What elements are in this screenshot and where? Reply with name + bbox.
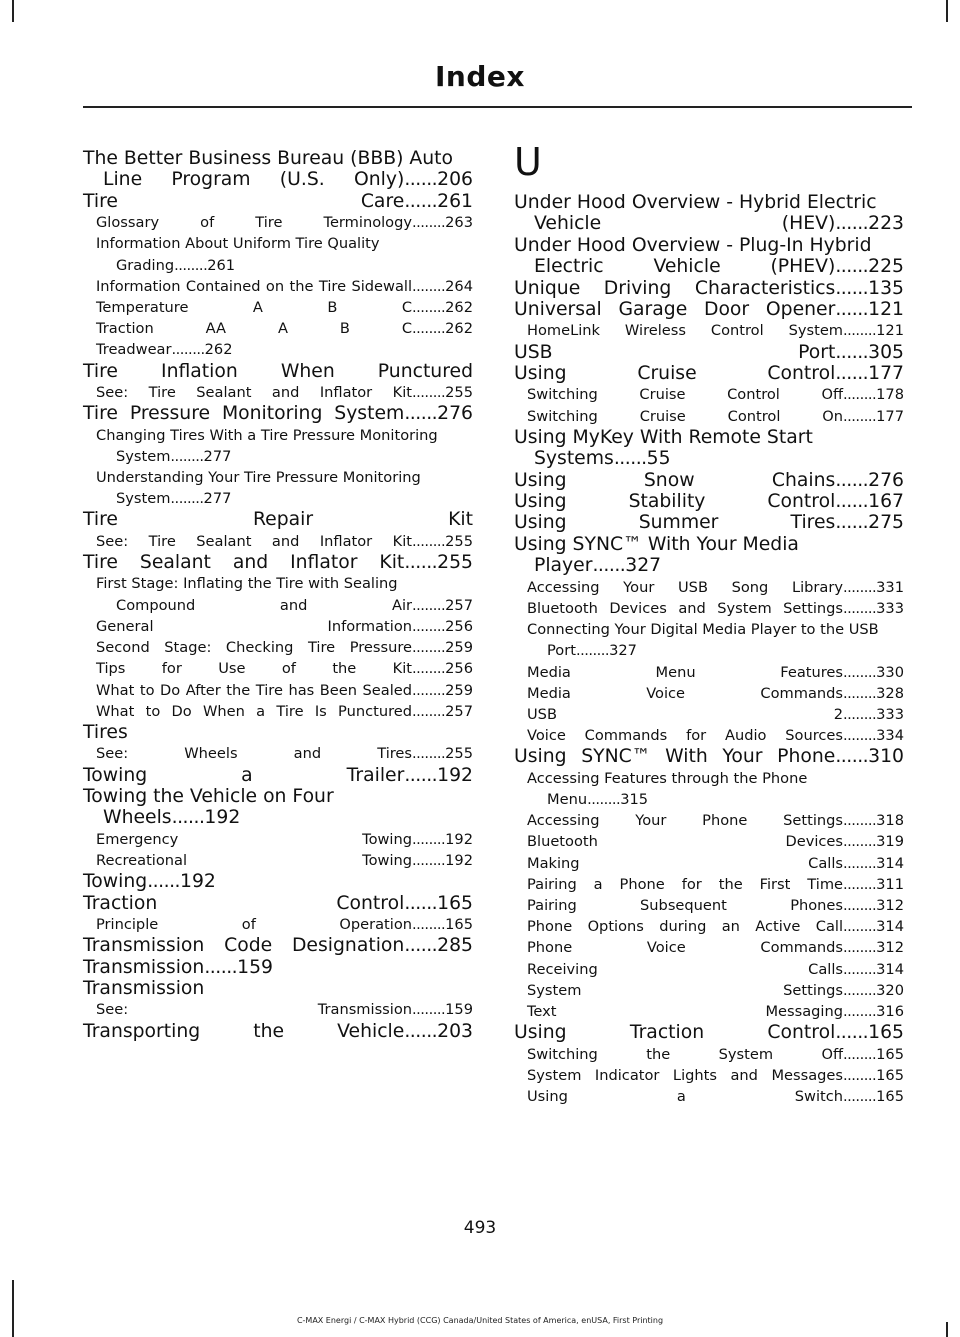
index-subentry bbox=[83, 850, 473, 871]
leader-dots: ........ bbox=[843, 322, 877, 340]
leader-dots: ........ bbox=[412, 639, 446, 657]
entry-text: See: Transmission bbox=[96, 1001, 413, 1019]
entry-text: Using Snow Chains bbox=[514, 469, 836, 491]
entry-text: Towing bbox=[83, 871, 148, 893]
entry-text: Pairing a Phone for the First Time bbox=[527, 875, 844, 893]
entry-text: Understanding Your Tire Pressure Monitoring System bbox=[96, 469, 421, 508]
leader-dots: ........ bbox=[412, 384, 446, 402]
entry-page: 314 bbox=[876, 854, 904, 872]
leader-dots: ........ bbox=[412, 214, 446, 232]
entry-text: Using Traction Control bbox=[514, 1022, 836, 1044]
crop-mark-top-left bbox=[12, 0, 14, 22]
section-letter: U bbox=[514, 140, 542, 184]
leader-dots: ........ bbox=[843, 578, 877, 596]
index-subentry bbox=[514, 937, 904, 958]
entry-text: System Indicator Lights and Messages bbox=[527, 1066, 844, 1084]
entry-page: 312 bbox=[876, 896, 904, 914]
entry-text: Information About Uniform Tire Quality Grading bbox=[96, 235, 380, 274]
crop-mark-top-right bbox=[946, 0, 948, 22]
leader-dots: ........ bbox=[587, 790, 621, 808]
leader-dots: ...... bbox=[835, 469, 869, 491]
entry-page: 206 bbox=[437, 169, 473, 191]
index-subentry bbox=[83, 999, 473, 1020]
leader-dots: ...... bbox=[592, 555, 626, 577]
entry-text: Using Stability Control bbox=[514, 491, 836, 513]
entry-text: Second Stage: Checking Tire Pressure bbox=[96, 639, 413, 657]
entry-text: Towing the Vehicle on Four Wheels bbox=[83, 785, 334, 829]
entry-page: 223 bbox=[868, 213, 904, 235]
index-entry bbox=[514, 491, 904, 512]
index-subentry bbox=[83, 680, 473, 701]
index-subentry bbox=[83, 914, 473, 935]
leader-dots: ........ bbox=[170, 447, 204, 465]
entry-text: Phone Voice Commands bbox=[527, 939, 844, 957]
entry-page: 314 bbox=[876, 960, 904, 978]
index-entry bbox=[514, 534, 904, 577]
entry-page: 255 bbox=[437, 552, 473, 574]
index-subentry bbox=[83, 637, 473, 658]
index-entry bbox=[514, 1022, 904, 1043]
index-subentry bbox=[83, 573, 473, 615]
index-entry bbox=[83, 148, 473, 191]
leader-dots: ........ bbox=[412, 617, 446, 635]
index-entry bbox=[514, 342, 904, 363]
leader-dots: ........ bbox=[412, 277, 446, 295]
index-subentry bbox=[514, 406, 904, 427]
entry-page: 327 bbox=[625, 555, 662, 577]
entry-page: 225 bbox=[868, 256, 904, 278]
index-entry bbox=[83, 978, 473, 999]
leader-dots: ........ bbox=[843, 1045, 877, 1063]
leader-dots: ...... bbox=[835, 277, 869, 299]
index-entry bbox=[83, 765, 473, 786]
leader-dots: ...... bbox=[171, 807, 205, 829]
entry-page: 319 bbox=[876, 833, 904, 851]
entry-text: Tire Inflation When Punctured bbox=[83, 360, 473, 382]
entry-page: 192 bbox=[437, 764, 473, 786]
entry-text: Phone Options during an Active Call bbox=[527, 918, 844, 936]
leader-dots: ...... bbox=[835, 491, 869, 513]
index-subentry bbox=[514, 1044, 904, 1065]
leader-dots: ........ bbox=[843, 705, 877, 723]
leader-dots: ...... bbox=[404, 935, 438, 957]
index-entry bbox=[514, 746, 904, 767]
index-entry bbox=[514, 235, 904, 278]
leader-dots: ........ bbox=[843, 833, 877, 851]
index-subentry bbox=[514, 768, 904, 810]
entry-text: See: Wheels and Tires bbox=[96, 745, 413, 763]
index-entry bbox=[83, 361, 473, 382]
index-entry bbox=[83, 403, 473, 424]
leader-dots: ........ bbox=[843, 896, 877, 914]
index-subentry bbox=[514, 1086, 904, 1107]
entry-page: 262 bbox=[445, 320, 473, 338]
entry-page: 167 bbox=[868, 491, 904, 513]
entry-text: See: Tire Sealant and Inflator Kit bbox=[96, 532, 413, 550]
leader-dots: ........ bbox=[575, 642, 610, 660]
entry-page: 275 bbox=[868, 512, 904, 534]
leader-dots: ........ bbox=[412, 660, 446, 678]
index-subentry bbox=[514, 662, 904, 683]
leader-dots: ...... bbox=[404, 764, 438, 786]
entry-text: Emergency Towing bbox=[96, 830, 413, 848]
index-entry bbox=[83, 893, 473, 914]
index-subentry bbox=[514, 831, 904, 852]
leader-dots: ...... bbox=[204, 956, 238, 978]
entry-text: Accessing Features through the Phone Menu bbox=[527, 769, 808, 808]
entry-text: Traction AA A B C bbox=[96, 320, 413, 338]
entry-page: 165 bbox=[445, 915, 473, 933]
entry-page: 177 bbox=[868, 363, 904, 385]
entry-page: 55 bbox=[646, 448, 671, 470]
entry-page: 316 bbox=[876, 1002, 904, 1020]
entry-text: What to Do When a Tire Is Punctured bbox=[96, 702, 413, 720]
entry-page: 257 bbox=[445, 596, 473, 614]
leader-dots: ........ bbox=[843, 918, 877, 936]
entry-page: 121 bbox=[868, 299, 904, 321]
entry-text: Media Menu Features bbox=[527, 663, 844, 681]
entry-page: 312 bbox=[876, 939, 904, 957]
index-subentry bbox=[83, 212, 473, 233]
entry-page: 256 bbox=[445, 617, 473, 635]
leader-dots: ...... bbox=[835, 341, 869, 363]
entry-text: Under Hood Overview - Plug-In Hybrid Electric Vehicle (PHEV) bbox=[514, 234, 872, 278]
entry-text: Tire Sealant and Inflator Kit bbox=[83, 552, 405, 574]
leader-dots: ...... bbox=[404, 892, 438, 914]
index-subentry bbox=[514, 980, 904, 1001]
leader-dots: ........ bbox=[843, 727, 877, 745]
header-rule bbox=[83, 106, 912, 108]
index-entry bbox=[83, 722, 473, 743]
entry-page: 331 bbox=[876, 578, 904, 596]
leader-dots: ........ bbox=[843, 1087, 877, 1105]
entry-text: Treadwear bbox=[96, 341, 172, 359]
leader-dots: ........ bbox=[412, 745, 446, 763]
index-entry bbox=[514, 470, 904, 491]
leader-dots: ........ bbox=[171, 341, 205, 359]
entry-page: 257 bbox=[445, 702, 473, 720]
index-subentry bbox=[83, 276, 473, 297]
entry-text: Information Contained on the Tire Sidewall bbox=[96, 277, 413, 295]
entry-page: 315 bbox=[620, 790, 649, 808]
leader-dots: ........ bbox=[843, 407, 877, 425]
index-entry bbox=[83, 786, 473, 829]
entry-text: Using SYNC™ With Your Phone bbox=[514, 746, 836, 768]
leader-dots: ...... bbox=[835, 512, 869, 534]
entry-page: 264 bbox=[445, 277, 473, 295]
index-subentry bbox=[514, 598, 904, 619]
leader-dots: ........ bbox=[412, 532, 446, 550]
entry-page: 192 bbox=[445, 851, 473, 869]
entry-text: Accessing Your Phone Settings bbox=[527, 812, 844, 830]
entry-text: Switching Cruise Control Off bbox=[527, 386, 844, 404]
index-entry bbox=[83, 191, 473, 212]
index-subentry bbox=[83, 616, 473, 637]
entry-page: 261 bbox=[437, 190, 473, 212]
leader-dots: ........ bbox=[170, 490, 204, 508]
leader-dots: ........ bbox=[843, 981, 877, 999]
entry-page: 135 bbox=[868, 277, 904, 299]
entry-page: 165 bbox=[437, 892, 473, 914]
leader-dots: ........ bbox=[174, 256, 208, 274]
entry-text: Changing Tires With a Tire Pressure Monitoring System bbox=[96, 426, 438, 465]
entry-page: 261 bbox=[207, 256, 236, 274]
entry-text: Using SYNC™ With Your Media Player bbox=[514, 533, 799, 577]
entry-page: 327 bbox=[609, 642, 637, 660]
entry-page: 311 bbox=[876, 875, 904, 893]
entry-text: Making Calls bbox=[527, 854, 844, 872]
entry-page: 314 bbox=[876, 918, 904, 936]
entry-text: What to Do After the Tire has Been Sealed bbox=[96, 681, 413, 699]
index-entry bbox=[514, 278, 904, 299]
index-subentry bbox=[83, 658, 473, 679]
entry-page: 159 bbox=[445, 1001, 473, 1019]
leader-dots: ...... bbox=[404, 169, 438, 191]
entry-page: 262 bbox=[445, 299, 473, 317]
entry-text: Principle of Operation bbox=[96, 915, 413, 933]
index-entry bbox=[83, 871, 473, 892]
leader-dots: ........ bbox=[412, 299, 446, 317]
entry-page: 263 bbox=[445, 214, 473, 232]
index-subentry bbox=[514, 1001, 904, 1022]
entry-text: Connecting Your Digital Media Player to the USB Port bbox=[527, 621, 879, 660]
entry-text: Using a Switch bbox=[527, 1087, 844, 1105]
entry-page: 262 bbox=[204, 341, 233, 359]
index-entry bbox=[514, 192, 904, 235]
index-entry bbox=[514, 427, 904, 470]
entry-page: 203 bbox=[437, 1020, 473, 1042]
index-subentry bbox=[514, 725, 904, 746]
entry-page: 255 bbox=[445, 384, 473, 402]
entry-text: Bluetooth Devices and System Settings bbox=[527, 599, 844, 617]
leader-dots: ........ bbox=[843, 684, 877, 702]
entry-text: Text Messaging bbox=[527, 1002, 844, 1020]
index-subentry bbox=[514, 853, 904, 874]
page-title: Index bbox=[435, 60, 525, 93]
leader-dots: ........ bbox=[843, 1066, 877, 1084]
leader-dots: ........ bbox=[843, 812, 877, 830]
index-subentry bbox=[514, 810, 904, 831]
entry-page: 333 bbox=[876, 599, 904, 617]
leader-dots: ........ bbox=[412, 915, 446, 933]
leader-dots: ........ bbox=[843, 854, 877, 872]
index-subentry bbox=[83, 531, 473, 552]
entry-text: General Information bbox=[96, 617, 413, 635]
leader-dots: ........ bbox=[843, 875, 877, 893]
entry-page: 285 bbox=[437, 935, 473, 957]
entry-text: HomeLink Wireless Control System bbox=[527, 322, 844, 340]
entry-text: Tire Repair Kit bbox=[83, 509, 473, 531]
leader-dots: ........ bbox=[412, 596, 446, 614]
entry-text: Transmission bbox=[83, 956, 205, 978]
index-subentry bbox=[514, 959, 904, 980]
index-subentry bbox=[83, 233, 473, 275]
entry-page: 165 bbox=[876, 1066, 904, 1084]
entry-page: 165 bbox=[876, 1045, 904, 1063]
leader-dots: ...... bbox=[613, 448, 647, 470]
index-entry bbox=[83, 509, 473, 530]
entry-text: Universal Garage Door Opener bbox=[514, 299, 836, 321]
index-subentry bbox=[83, 425, 473, 467]
entry-page: 121 bbox=[876, 322, 904, 340]
index-entry bbox=[83, 957, 473, 978]
index-subentry bbox=[83, 318, 473, 339]
entry-text: Tires bbox=[83, 721, 128, 743]
entry-text: Unique Driving Characteristics bbox=[514, 277, 836, 299]
entry-text: Under Hood Overview - Hybrid Electric Vehicle (HEV) bbox=[514, 192, 877, 235]
leader-dots: ...... bbox=[835, 299, 869, 321]
index-subentry bbox=[83, 382, 473, 403]
entry-page: 255 bbox=[445, 532, 473, 550]
entry-page: 333 bbox=[876, 705, 904, 723]
index-subentry bbox=[514, 320, 904, 341]
entry-text: USB 2 bbox=[527, 705, 844, 723]
entry-page: 256 bbox=[445, 660, 473, 678]
entry-page: 277 bbox=[203, 447, 232, 465]
index-column-left bbox=[83, 148, 473, 1042]
entry-text: Transmission bbox=[83, 977, 205, 999]
entry-text: Receiving Calls bbox=[527, 960, 844, 978]
entry-text: Transporting the Vehicle bbox=[83, 1020, 405, 1042]
entry-text: Traction Control bbox=[83, 892, 405, 914]
index-subentry bbox=[83, 701, 473, 722]
entry-page: 259 bbox=[445, 681, 473, 699]
index-subentry bbox=[83, 467, 473, 509]
entry-page: 276 bbox=[868, 469, 904, 491]
entry-page: 328 bbox=[876, 684, 904, 702]
entry-page: 165 bbox=[876, 1087, 904, 1105]
entry-text: Using Cruise Control bbox=[514, 363, 836, 385]
crop-mark-bottom-left bbox=[12, 1280, 14, 1337]
leader-dots: ........ bbox=[843, 1002, 877, 1020]
leader-dots: ........ bbox=[412, 830, 446, 848]
entry-page: 305 bbox=[868, 341, 904, 363]
leader-dots: ...... bbox=[404, 1020, 438, 1042]
index-entry bbox=[83, 552, 473, 573]
entry-text: Bluetooth Devices bbox=[527, 833, 844, 851]
index-subentry bbox=[83, 829, 473, 850]
leader-dots: ........ bbox=[843, 663, 877, 681]
entry-page: 192 bbox=[180, 871, 216, 893]
index-subentry bbox=[514, 895, 904, 916]
footer-text: C-MAX Energi / C-MAX Hybrid (CCG) Canada/United States of America, enUSA, First Printing bbox=[296, 1316, 664, 1325]
entry-page: 276 bbox=[437, 403, 473, 425]
entry-text: Temperature A B C bbox=[96, 299, 413, 317]
entry-text: Pairing Subsequent Phones bbox=[527, 896, 844, 914]
leader-dots: ...... bbox=[404, 403, 438, 425]
index-subentry bbox=[514, 1065, 904, 1086]
index-subentry bbox=[83, 297, 473, 318]
entry-text: Tire Pressure Monitoring System bbox=[83, 403, 405, 425]
entry-text: Glossary of Tire Terminology bbox=[96, 214, 413, 232]
entry-page: 318 bbox=[876, 812, 904, 830]
entry-page: 178 bbox=[876, 386, 904, 404]
leader-dots: ...... bbox=[835, 746, 869, 768]
index-subentry bbox=[514, 577, 904, 598]
entry-page: 192 bbox=[204, 807, 241, 829]
entry-text: Media Voice Commands bbox=[527, 684, 844, 702]
index-subentry bbox=[514, 874, 904, 895]
entry-page: 165 bbox=[868, 1022, 904, 1044]
index-entry bbox=[514, 512, 904, 533]
index-entry bbox=[514, 299, 904, 320]
leader-dots: ........ bbox=[843, 599, 877, 617]
entry-text: Towing a Trailer bbox=[83, 764, 405, 786]
entry-text: Using MyKey With Remote Start Systems bbox=[514, 426, 813, 470]
entry-page: 320 bbox=[876, 981, 904, 999]
leader-dots: ...... bbox=[835, 213, 869, 235]
leader-dots: ...... bbox=[835, 256, 869, 278]
leader-dots: ........ bbox=[412, 681, 446, 699]
index-subentry bbox=[514, 619, 904, 661]
leader-dots: ...... bbox=[404, 552, 438, 574]
entry-page: 159 bbox=[237, 956, 274, 978]
entry-text: Tips for Use of the Kit bbox=[96, 660, 413, 678]
entry-page: 334 bbox=[876, 727, 904, 745]
entry-text: First Stage: Inflating the Tire with Sealing Compound and Air bbox=[96, 575, 413, 614]
leader-dots: ...... bbox=[835, 363, 869, 385]
index-subentry bbox=[514, 704, 904, 725]
leader-dots: ........ bbox=[412, 851, 446, 869]
leader-dots: ........ bbox=[412, 1001, 446, 1019]
index-column-right bbox=[514, 140, 904, 1107]
entry-text: Accessing Your USB Song Library bbox=[527, 578, 844, 596]
index-subentry bbox=[514, 384, 904, 405]
leader-dots: ...... bbox=[835, 1022, 869, 1044]
entry-text: USB Port bbox=[514, 341, 836, 363]
entry-text: The Better Business Bureau (BBB) Auto Line Program (U.S. Only) bbox=[83, 148, 454, 191]
entry-text: See: Tire Sealant and Inflator Kit bbox=[96, 384, 413, 402]
leader-dots: ........ bbox=[843, 386, 877, 404]
leader-dots: ........ bbox=[843, 939, 877, 957]
entry-page: 177 bbox=[876, 407, 904, 425]
index-entry bbox=[83, 935, 473, 956]
index-subentry bbox=[514, 683, 904, 704]
index-subentry bbox=[514, 916, 904, 937]
leader-dots: ........ bbox=[843, 960, 877, 978]
entry-text: Switching the System Off bbox=[527, 1045, 844, 1063]
entry-text: System Settings bbox=[527, 981, 844, 999]
leader-dots: ........ bbox=[412, 320, 446, 338]
entry-text: Recreational Towing bbox=[96, 851, 413, 869]
leader-dots: ........ bbox=[412, 702, 446, 720]
index-subentry bbox=[83, 339, 473, 360]
entry-text: Voice Commands for Audio Sources bbox=[527, 727, 844, 745]
index-subentry bbox=[83, 743, 473, 764]
entry-text: Switching Cruise Control On bbox=[527, 407, 844, 425]
entry-page: 277 bbox=[203, 490, 232, 508]
leader-dots: ...... bbox=[404, 190, 438, 212]
entry-page: 192 bbox=[445, 830, 473, 848]
page-number: 493 bbox=[463, 1218, 497, 1238]
entry-page: 310 bbox=[868, 746, 904, 768]
entry-text: Transmission Code Designation bbox=[83, 935, 405, 957]
entry-page: 330 bbox=[876, 663, 904, 681]
entry-text: Using Summer Tires bbox=[514, 512, 836, 534]
index-entry bbox=[83, 1021, 473, 1042]
leader-dots: ...... bbox=[147, 871, 181, 893]
index-entry bbox=[514, 363, 904, 384]
entry-text: Tire Care bbox=[83, 190, 405, 212]
entry-page: 259 bbox=[445, 639, 473, 657]
entry-page: 255 bbox=[445, 745, 473, 763]
